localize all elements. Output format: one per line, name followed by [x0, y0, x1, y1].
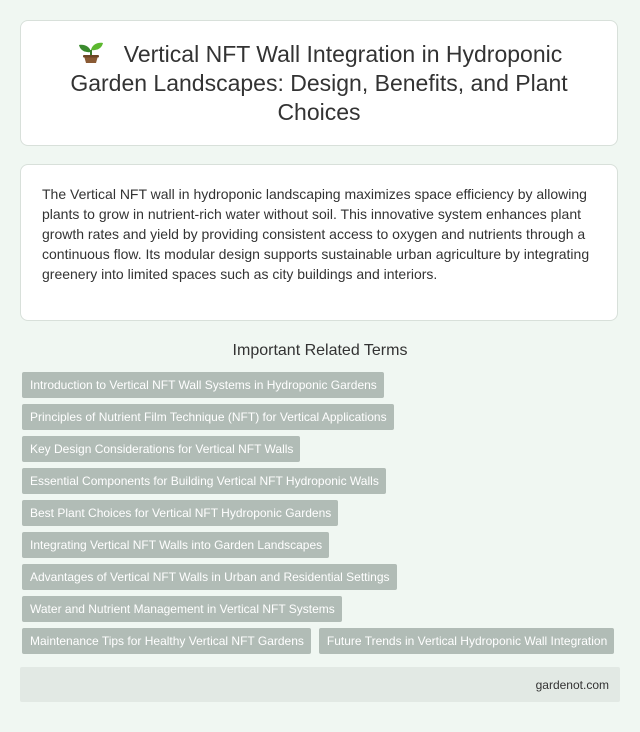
- related-term-tag[interactable]: Best Plant Choices for Vertical NFT Hydroponic Gardens: [22, 500, 338, 526]
- related-terms-heading: Important Related Terms: [232, 342, 408, 359]
- page-title-text: Vertical NFT Wall Integration in Hydroponic Garden Landscapes: Design, Benefits, and Plant Choices: [70, 40, 568, 125]
- related-terms-list: [22, 372, 622, 654]
- related-term-tag[interactable]: Integrating Vertical NFT Walls into Garden Landscapes: [22, 532, 329, 558]
- footer-site-name: gardenot.com: [535, 677, 609, 692]
- footer: [20, 667, 620, 702]
- related-term-tag[interactable]: Essential Components for Building Vertical NFT Hydroponic Walls: [22, 468, 386, 494]
- related-term-tag[interactable]: Principles of Nutrient Film Technique (NFT) for Vertical Applications: [22, 404, 394, 430]
- related-term-tag[interactable]: Advantages of Vertical NFT Walls in Urban and Residential Settings: [22, 564, 397, 590]
- intro-paragraph: The Vertical NFT wall in hydroponic landscaping maximizes space efficiency by allowing plants to grow in nutrient-rich water without soil. This innovative system enhances plant growth rates and yield by providing consistent access to oxygen and nutrients through a continuous flow. Its modular design supports sustainable urban agriculture by integrating greenery into limited spaces such as city buildings and interiors.: [42, 186, 590, 282]
- related-term-tag[interactable]: Introduction to Vertical NFT Wall Systems in Hydroponic Gardens: [22, 372, 384, 398]
- related-term-tag[interactable]: Future Trends in Vertical Hydroponic Wall Integration: [319, 628, 614, 654]
- intro-card: [20, 164, 618, 321]
- related-term-tag[interactable]: Maintenance Tips for Healthy Vertical NFT Gardens: [22, 628, 311, 654]
- related-term-tag[interactable]: Key Design Considerations for Vertical NFT Walls: [22, 436, 300, 462]
- page-title: [51, 40, 587, 127]
- sprout-icon: [76, 41, 106, 63]
- title-card: [20, 20, 618, 146]
- related-term-tag[interactable]: Water and Nutrient Management in Vertical NFT Systems: [22, 596, 342, 622]
